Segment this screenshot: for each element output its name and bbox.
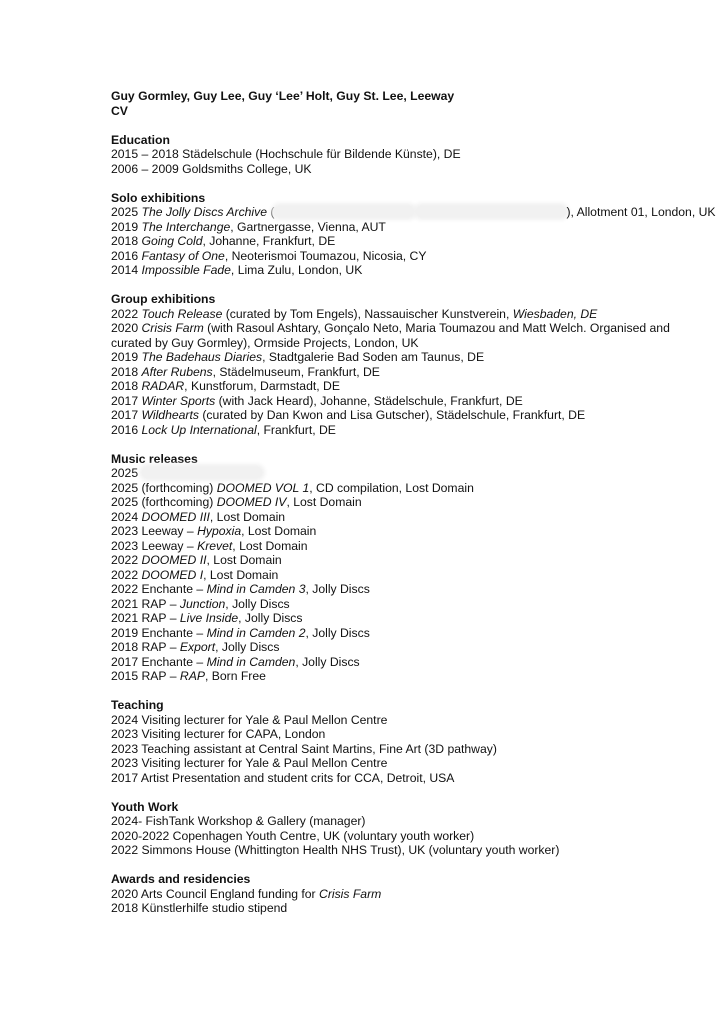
music-release-item: 2022 Enchante – Mind in Camden 3, Jolly Discs [111, 582, 370, 596]
teaching-item: 2023 Visiting lecturer for Yale & Paul Mellon Centre [111, 756, 388, 770]
group-exhibition-item: 2018 After Rubens, Städelmuseum, Frankfurt, DE [111, 364, 380, 379]
awards-section [111, 872, 701, 916]
solo-exhibition-item: 2025 The Jolly Discs Archive ( ), Allotment 01, London, UK [111, 205, 716, 219]
group-exhibition-item: 2020 Crisis Farm (with Rasoul Ashtary, Gonçalo Neto, Maria Toumazou and Matt Welch. Organised and curated by Guy Gormley), Ormside Projects, London, UK [111, 321, 670, 350]
music-release-item: 2022 DOOMED I, Lost Domain [111, 567, 279, 582]
education-section [111, 133, 701, 177]
music-release-item: 2019 Enchante – Mind in Camden 2, Jolly Discs [111, 625, 370, 640]
group-exhibitions-heading: Group exhibitions [111, 292, 216, 306]
cv-names: Guy Gormley, Guy Lee, Guy ‘Lee’ Holt, Guy St. Lee, Leeway [111, 89, 455, 103]
music-release-item: 2021 RAP – Live Inside, Jolly Discs [111, 611, 303, 625]
teaching-item: 2023 Teaching assistant at Central Saint Martins, Fine Art (3D pathway) [111, 741, 497, 756]
redacted-blur [416, 206, 566, 217]
group-exhibitions-section [111, 292, 701, 437]
music-release-item: 2022 DOOMED II, Lost Domain [111, 553, 282, 567]
music-release-item: 2017 Enchante – Mind in Camden, Jolly Discs [111, 654, 360, 669]
music-release-item: 2018 RAP – Export, Jolly Discs [111, 640, 280, 654]
teaching-item: 2024 Visiting lecturer for Yale & Paul Mellon Centre [111, 712, 388, 727]
teaching-item: 2023 Visiting lecturer for CAPA, London [111, 727, 326, 741]
solo-exhibition-item: 2018 Going Cold, Johanne, Frankfurt, DE [111, 234, 336, 248]
music-release-item: 2015 RAP – RAP, Born Free [111, 669, 266, 683]
youth-work-item: 2022 Simmons House (Whittington Health NHS Trust), UK (voluntary youth worker) [111, 843, 560, 857]
youth-work-item: 2024- FishTank Workshop & Gallery (manager) [111, 814, 366, 828]
music-release-item: 2025 [111, 466, 701, 481]
award-item: 2018 Künstlerhilfe studio stipend [111, 901, 288, 915]
group-exhibition-item: 2017 Wildhearts (curated by Dan Kwon and Lisa Gutscher), Städelschule, Frankfurt, DE [111, 408, 586, 422]
music-release-item: 2024 DOOMED III, Lost Domain [111, 509, 286, 524]
cv-content [111, 89, 716, 916]
group-exhibition-item: 2016 Lock Up International, Frankfurt, DE [111, 422, 336, 437]
music-releases-section [111, 452, 701, 684]
redacted-blur [142, 467, 262, 478]
education-heading: Education [111, 132, 170, 147]
teaching-item: 2017 Artist Presentation and student crits for CCA, Detroit, USA [111, 770, 455, 785]
teaching-section [111, 698, 701, 785]
group-exhibition-item: 2018 RADAR, Kunstforum, Darmstadt, DE [111, 379, 340, 393]
solo-exhibition-item: 2019 The Interchange, Gartnergasse, Vienna, AUT [111, 219, 386, 234]
solo-exhibitions-heading: Solo exhibitions [111, 190, 206, 205]
solo-exhibitions-section [111, 190, 716, 278]
group-exhibition-item: 2017 Winter Sports (with Jack Heard), Johanne, Städelschule, Frankfurt, DE [111, 393, 523, 408]
award-item: 2020 Arts Council England funding for Crisis Farm [111, 886, 382, 901]
cv-title: CV [111, 103, 128, 118]
education-item: 2006 – 2009 Goldsmiths College, UK [111, 161, 312, 176]
solo-exhibition-item: 2014 Impossible Fade, Lima Zulu, London, UK [111, 263, 363, 277]
music-release-item: 2025 (forthcoming) DOOMED VOL 1, CD compilation, Lost Domain [111, 480, 474, 495]
youth-work-section [111, 800, 701, 858]
redacted-blur [274, 206, 414, 217]
music-release-item: 2021 RAP – Junction, Jolly Discs [111, 596, 290, 611]
teaching-heading: Teaching [111, 698, 164, 712]
group-exhibition-item: 2022 Touch Release (curated by Tom Engels), Nassauischer Kunstverein, Wiesbaden, DE [111, 306, 598, 321]
music-releases-heading: Music releases [111, 451, 198, 466]
education-item: 2015 – 2018 Städelschule (Hochschule für Bildende Künste), DE [111, 147, 461, 161]
youth-work-heading: Youth Work [111, 799, 179, 814]
music-release-item: 2023 Leeway – Krevet, Lost Domain [111, 538, 308, 553]
music-release-item: 2023 Leeway – Hypoxia, Lost Domain [111, 524, 317, 538]
group-exhibition-item: 2019 The Badehaus Diaries, Stadtgalerie Bad Soden am Taunus, DE [111, 350, 485, 364]
youth-work-item: 2020-2022 Copenhagen Youth Centre, UK (voluntary youth worker) [111, 828, 475, 843]
music-release-item: 2025 (forthcoming) DOOMED IV, Lost Domain [111, 495, 362, 509]
awards-heading: Awards and residencies [111, 872, 251, 886]
solo-exhibition-item: 2016 Fantasy of One, Neoterismoi Toumazou, Nicosia, CY [111, 248, 427, 263]
